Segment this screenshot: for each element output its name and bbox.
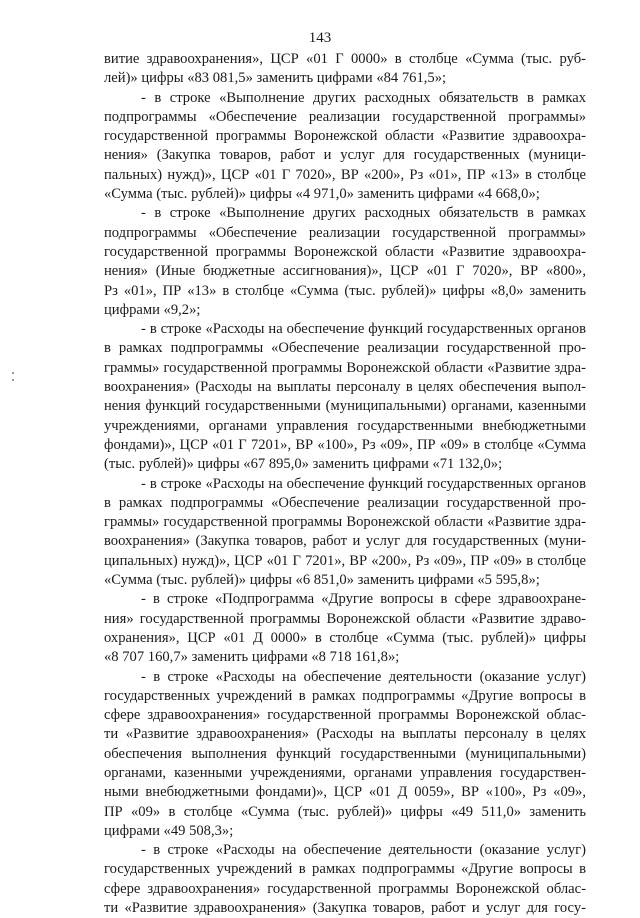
text-line: - в строке «Расходы на обеспечение деятельности (оказание услуг): [141, 668, 586, 685]
text-line: - в строке «Выполнение других расходных обязательств в рамках: [141, 205, 586, 222]
text-line: цифрами «9,2»;: [104, 301, 201, 318]
text-line: учреждениями, органами управления государственными внебюджетными: [104, 417, 586, 434]
text-line: ными внебюджетными фондами)», ЦСР «01 Д 0059», ВР «100», Рз «09»,: [104, 784, 586, 801]
text-line: граммы» государственной программы Воронежской области «Развитие здра-: [104, 514, 586, 531]
text-line: ти «Развитие здравоохранения» (Расходы на выплаты персоналу в целях: [104, 726, 586, 743]
text-line: ПР «09» в столбце «Сумма (тыс. рублей)» цифры «49 511,0» заменить: [104, 803, 586, 820]
text-line: ния» государственной программы Воронежской области «Развитие здраво-: [104, 610, 586, 627]
text-line: фондами)», ЦСР «01 Г 7201», ВР «100», Рз «09», ПР «09» в столбце «Сумма: [104, 436, 586, 453]
text-line: государственных учреждений в рамках подпрограммы «Другие вопросы в: [104, 687, 586, 704]
text-line: воохранения» (Расходы на выплаты персоналу в целях обеспечения выпол-: [104, 379, 586, 396]
text-line: органами, казенными учреждениями, органами управления государствен-: [104, 764, 586, 781]
text-line: пальных) нужд)», ЦСР «01 Г 7020», ВР «200», Рз «01», ПР «13» в столбце: [104, 166, 586, 183]
text-line: - в строке «Расходы на обеспечение деятельности (оказание услуг): [141, 842, 586, 859]
text-line: в рамках подпрограммы «Обеспечение реализации государственной про-: [104, 340, 586, 357]
text-line: обеспечения выполнения функций государственными (муниципальными): [104, 745, 586, 762]
text-line: витие здравоохранения», ЦСР «01 Г 0000» в столбце «Сумма (тыс. руб-: [104, 51, 586, 67]
text-line: «Сумма (тыс. рублей)» цифры «4 971,0» заменить цифрами «4 668,0»;: [104, 186, 540, 203]
text-line: граммы» государственной программы Воронежской области «Развитие здра-: [104, 359, 586, 376]
text-line: - в строке «Подпрограмма «Другие вопросы в сфере здравоохране-: [141, 591, 586, 608]
text-line: в рамках подпрограммы «Обеспечение реализации государственной про-: [104, 494, 586, 511]
scan-margin-speck: [12, 379, 14, 381]
text-line: - в строке «Расходы на обеспечение функций государственных органов: [141, 475, 586, 492]
text-line: лей)» цифры «83 081,5» заменить цифрами «84 761,5»;: [104, 70, 447, 87]
text-line: сфере здравоохранения» государственной программы Воронежской облас-: [104, 880, 586, 897]
text-line: - в строке «Расходы на обеспечение функций государственных органов: [141, 321, 586, 338]
document-body: [104, 50, 586, 918]
text-line: подпрограммы «Обеспечение реализации государственной программы»: [104, 108, 586, 125]
text-line: цифрами «49 508,3»;: [104, 822, 234, 839]
text-line: государственной программы Воронежской области «Развитие здравоохра-: [104, 128, 586, 145]
text-line: подпрограммы «Обеспечение реализации государственной программы»: [104, 224, 586, 241]
text-line: «Сумма (тыс. рублей)» цифры «6 851,0» заменить цифрами «5 595,8»;: [104, 572, 540, 589]
text-line: «8 707 160,7» заменить цифрами «8 718 161,8»;: [104, 649, 400, 666]
text-line: сфере здравоохранения» государственной программы Воронежской облас-: [104, 707, 586, 724]
text-line: ципальных) нужд)», ЦСР «01 Г 7201», ВР «200», Рз «09», ПР «09» в столбце: [104, 552, 586, 569]
text-line: (тыс. рублей)» цифры «67 895,0» заменить цифрами «71 132,0»;: [104, 456, 503, 473]
page-number: 143: [308, 30, 332, 46]
text-line: нения» (Иные бюджетные ассигнования)», ЦСР «01 Г 7020», ВР «800»,: [104, 263, 586, 280]
text-line: ти «Развитие здравоохранения» (Закупка товаров, работ и услуг для госу-: [104, 900, 586, 917]
scan-margin-speck: [12, 372, 14, 374]
text-line: государственных учреждений в рамках подпрограммы «Другие вопросы в: [104, 861, 586, 878]
text-line: Рз «01», ПР «13» в столбце «Сумма (тыс. рублей)» цифры «8,0» заменить: [104, 282, 586, 299]
text-line: нения» (Закупка товаров, работ и услуг для государственных (муници-: [104, 147, 586, 164]
text-line: - в строке «Выполнение других расходных обязательств в рамках: [141, 89, 586, 106]
text-line: охранения», ЦСР «01 Д 0000» в столбце «Сумма (тыс. рублей)» цифры: [104, 629, 586, 646]
text-line: нения функций государственными (муниципальными) органами, казенными: [104, 398, 586, 415]
text-line: воохранения» (Закупка товаров, работ и услуг для государственных (муни-: [104, 533, 586, 550]
text-line: государственной программы Воронежской области «Развитие здравоохра-: [104, 243, 586, 260]
